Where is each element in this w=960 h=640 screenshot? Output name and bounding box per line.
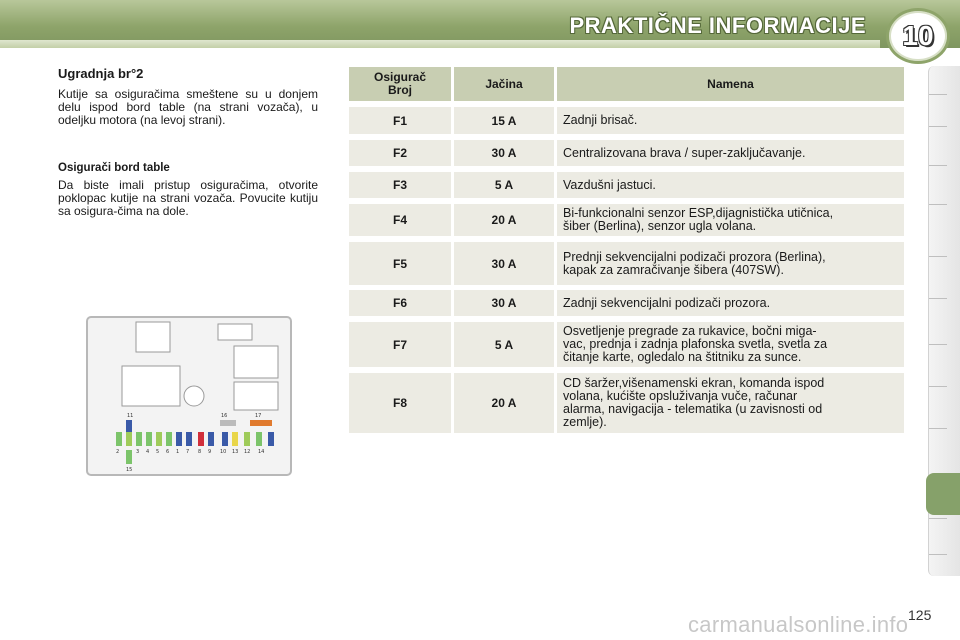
table-row bbox=[349, 373, 904, 433]
fuse-rating: 5 A bbox=[454, 322, 554, 367]
fuse-rating: 15 A bbox=[454, 107, 554, 134]
table-row bbox=[349, 204, 904, 236]
svg-text:10: 10 bbox=[220, 449, 227, 455]
body-paragraph: Da biste imali pristup osiguračima, otvorite poklopac kutije na strani vozača. Povucite kutiju sa osigura-čima na dole. bbox=[58, 178, 318, 218]
fuse-label: 11 bbox=[127, 413, 134, 419]
chapter-tab-divider bbox=[929, 94, 947, 95]
table-row bbox=[349, 172, 904, 198]
chapter-badge: 10 bbox=[886, 8, 950, 64]
subsection-title: Osigurači bord table bbox=[58, 162, 170, 174]
page-title: PRAKTIČNE INFORMACIJE bbox=[569, 13, 866, 38]
fuse-rating: 20 A bbox=[454, 373, 554, 433]
fuse-slot bbox=[220, 420, 236, 426]
intro-paragraph: Kutije sa osiguračima smeštene su u donjem delu ispod bord table (na strani vozača), u odeljku motora (na levoj strani). bbox=[58, 87, 318, 127]
chapter-tab-divider bbox=[929, 256, 947, 257]
svg-text:12: 12 bbox=[244, 449, 251, 455]
table-row bbox=[349, 242, 904, 285]
page-number: 125 bbox=[908, 607, 932, 623]
chapter-tab-divider bbox=[929, 428, 947, 429]
chapter-tab-active[interactable] bbox=[926, 473, 960, 515]
fuse-slot bbox=[126, 450, 132, 464]
chapter-tab-divider bbox=[929, 204, 947, 205]
fuse-rating: 30 A bbox=[454, 290, 554, 316]
svg-text:8: 8 bbox=[198, 449, 202, 455]
fuse-label: 17 bbox=[255, 413, 262, 419]
svg-text:15: 15 bbox=[126, 467, 133, 473]
fuse-slot bbox=[126, 420, 132, 434]
svg-text:9: 9 bbox=[208, 449, 212, 455]
fuse-function: Centralizovana brava / super-zaključavanje. bbox=[557, 140, 904, 166]
fuse-number: F3 bbox=[349, 172, 451, 198]
fuse-function: Osvetljenje pregrade za rukavice, bočni miga- vac, prednja i zadnja plafonska svetla, svetla za čitanje karte, ogledalo na štitniku za sunce. bbox=[557, 322, 904, 367]
fuse-function: Vazdušni jastuci. bbox=[557, 172, 904, 198]
fuse-number: F4 bbox=[349, 204, 451, 236]
fusebox-connector bbox=[184, 386, 204, 406]
svg-text:6: 6 bbox=[166, 449, 170, 455]
fuse-number: F8 bbox=[349, 373, 451, 433]
column-header-rating: Jačina bbox=[454, 67, 554, 101]
svg-text:5: 5 bbox=[156, 449, 160, 455]
fuse-slot bbox=[250, 420, 272, 426]
fuse-number: F1 bbox=[349, 107, 451, 134]
fuse-function: Zadnji sekvencijalni podizači prozora. bbox=[557, 290, 904, 316]
chapter-tab-divider bbox=[929, 554, 947, 555]
table-row bbox=[349, 140, 904, 166]
fuse-function: Zadnji brisač. bbox=[557, 107, 904, 134]
svg-text:1: 1 bbox=[176, 449, 180, 455]
header-band bbox=[0, 40, 880, 48]
fuse-label: 16 bbox=[221, 413, 228, 419]
table-row bbox=[349, 290, 904, 316]
table-row bbox=[349, 322, 904, 367]
chapter-tab-divider bbox=[929, 518, 947, 519]
svg-text:4: 4 bbox=[146, 449, 150, 455]
svg-text:2: 2 bbox=[116, 449, 120, 455]
fuse-rating: 5 A bbox=[454, 172, 554, 198]
fuse-number: F7 bbox=[349, 322, 451, 367]
fusebox-relay bbox=[136, 322, 170, 352]
fusebox-relay bbox=[218, 324, 252, 340]
svg-text:13: 13 bbox=[232, 449, 239, 455]
fuse-function: Prednji sekvencijalni podizači prozora (Berlina), kapak za zamračivanje šibera (407SW). bbox=[557, 242, 904, 285]
section-title: Ugradnja br°2 bbox=[58, 66, 144, 81]
svg-text:7: 7 bbox=[186, 449, 190, 455]
column-header-fuse: Osigurač Broj bbox=[349, 67, 451, 101]
table-row bbox=[349, 107, 904, 134]
chapter-tab-divider bbox=[929, 344, 947, 345]
fuse-rating: 30 A bbox=[454, 242, 554, 285]
watermark: carmanualsonline.info bbox=[688, 612, 909, 637]
fuse-function: Bi-funkcionalni senzor ESP,dijagnistička utičnica, šiber (Berlina), senzor ugla volana. bbox=[557, 204, 904, 236]
chapter-tab-divider bbox=[929, 298, 947, 299]
fusebox-relay bbox=[234, 346, 278, 378]
fusebox-relay bbox=[122, 366, 180, 406]
table-header-row bbox=[349, 67, 904, 101]
fuse-number: F5 bbox=[349, 242, 451, 285]
column-header-function: Namena bbox=[557, 67, 904, 101]
fusebox-diagram bbox=[86, 316, 292, 476]
fuse-number: F6 bbox=[349, 290, 451, 316]
fuse-rating: 30 A bbox=[454, 140, 554, 166]
svg-text:14: 14 bbox=[258, 449, 265, 455]
svg-text:3: 3 bbox=[136, 449, 140, 455]
chapter-tab-divider bbox=[929, 165, 947, 166]
fusebox-relay bbox=[234, 382, 278, 410]
fuse-rating: 20 A bbox=[454, 204, 554, 236]
chapter-tab-divider bbox=[929, 386, 947, 387]
fuse-function: CD šaržer,višenamenski ekran, komanda ispod volana, kućište opsluživanja vuče, računar alarma, navigacija - telematika (u zavisnosti od zemlje). bbox=[557, 373, 904, 433]
fuse-number: F2 bbox=[349, 140, 451, 166]
chapter-tab-divider bbox=[929, 126, 947, 127]
